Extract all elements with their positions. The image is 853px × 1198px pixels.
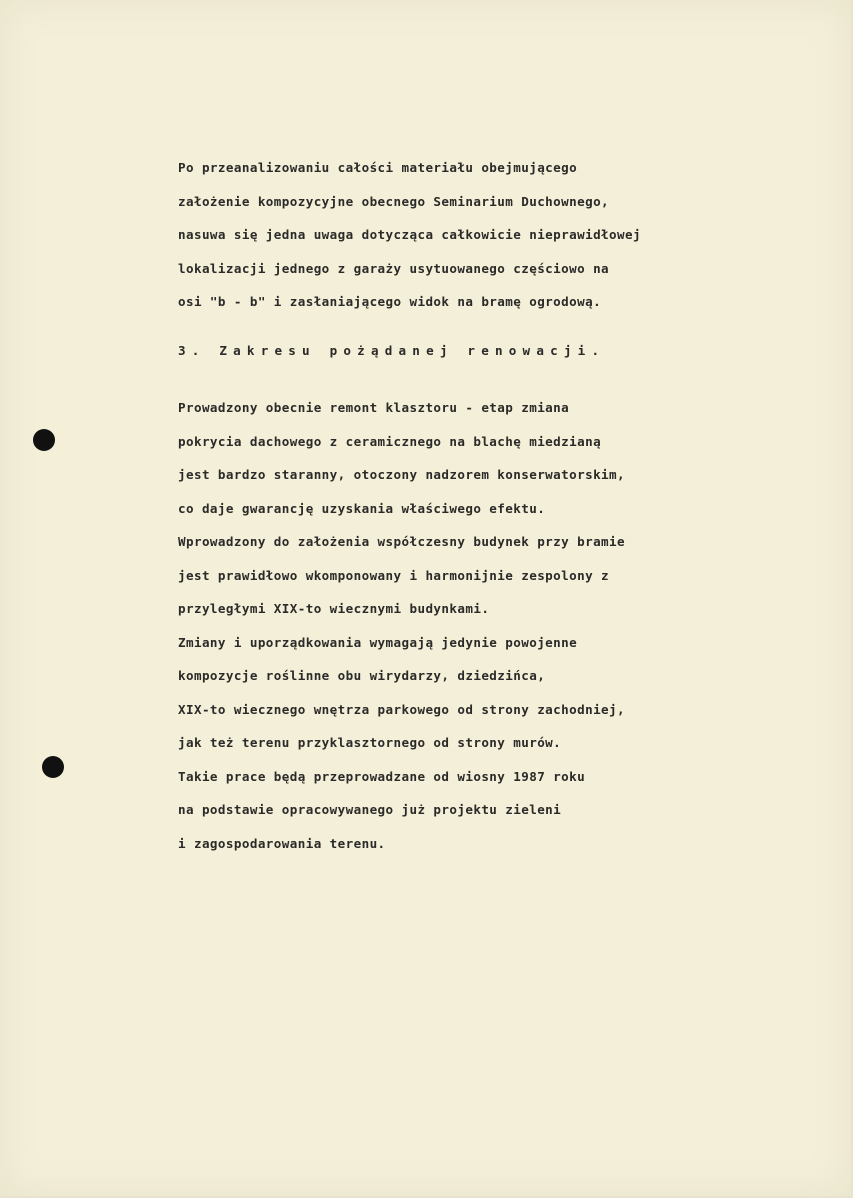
text-line: Prowadzony obecnie remont klasztoru - etap zmiana <box>178 400 570 415</box>
text-line: pokrycia dachowego z ceramicznego na blachę miedzianą <box>178 433 602 449</box>
text-line: przyległymi XIX-to wiecznymi budynkami. <box>178 601 490 616</box>
text-line: Zmiany i uporządkowania wymagają jedynie powojenne <box>178 634 578 650</box>
paragraph-renovation <box>178 391 625 860</box>
text-line: lokalizacji jednego z garaży usytuowanego częściowo na <box>178 260 610 276</box>
text-line: Wprowadzony do założenia współczesny budynek przy bramie <box>178 534 625 549</box>
text-line: i zagospodarowania terenu. <box>178 835 386 851</box>
text-line: założenie kompozycyjne obecnego Seminarium Duchownego, <box>178 193 610 209</box>
text-line: Po przeanalizowaniu całości materiału obejmującego <box>178 160 578 175</box>
text-line: Takie prace będą przeprowadzane od wiosny 1987 roku <box>178 768 586 784</box>
text-line: jest prawidłowo wkomponowany i harmonijnie zespolony z <box>178 567 610 583</box>
text-line: jest bardzo staranny, otoczony nadzorem konserwatorskim, <box>178 467 625 482</box>
text-line: na podstawie opracowywanego już projektu zieleni <box>178 802 562 817</box>
text-line: kompozycje roślinne obu wirydarzy, dziedzińca, <box>178 668 546 683</box>
punch-hole <box>42 756 64 778</box>
paragraph-intro <box>178 151 641 319</box>
section-heading: 3. Zakresu pożądanej renowacji. <box>178 343 606 358</box>
text-line: XIX-to wiecznego wnętrza parkowego od strony zachodniej, <box>178 701 625 717</box>
text-line: nasuwa się jedna uwaga dotycząca całkowicie nieprawidłowej <box>178 227 641 242</box>
text-line: co daje gwarancję uzyskania właściwego efektu. <box>178 500 546 516</box>
text-line: osi "b - b" i zasłaniającego widok na bramę ogrodową. <box>178 294 602 309</box>
punch-hole <box>33 429 55 451</box>
text-line: jak też terenu przyklasztornego od strony murów. <box>178 735 562 750</box>
